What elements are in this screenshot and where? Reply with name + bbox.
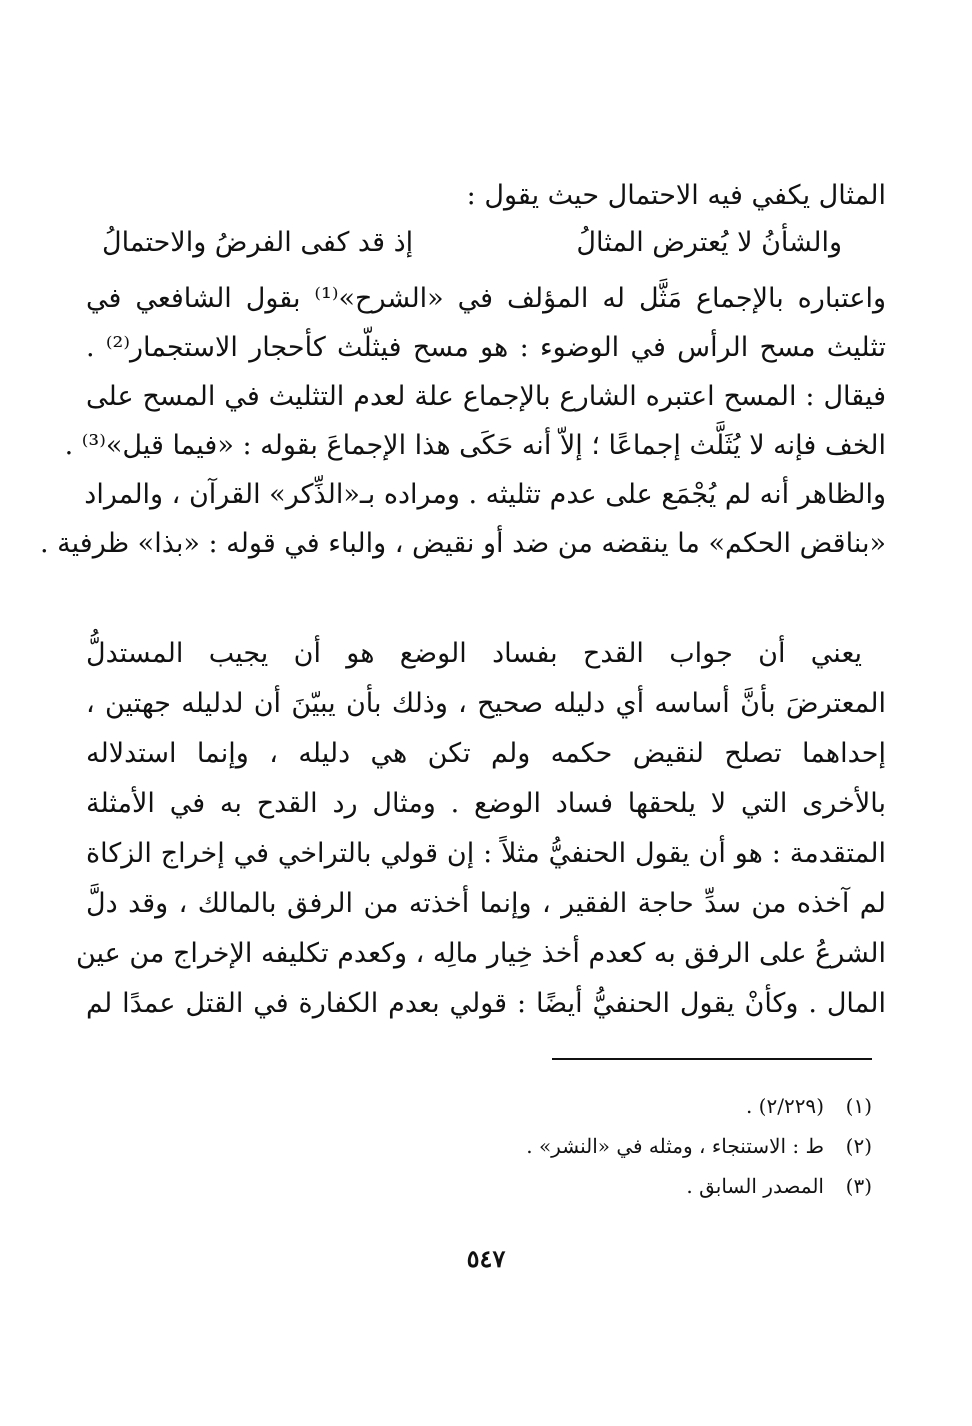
body-line: فيقال : المسح اعتبره الشارع بالإجماع علة لعدم التثليث في المسح على [86,381,886,412]
footnote-number: (١) [845,1094,872,1118]
footnote [746,1094,872,1118]
commentary-line: إحداهما تصلح لنقيض حكمه ولم تكن هي دليله ، وإنما استدلاله [86,738,886,769]
footnote-divider [552,1058,872,1060]
footnote-number: (٢) [845,1134,872,1158]
body-line: «بناقض الحكم» ما ينقضه من ضد أو نقيض ، والباء في قوله : «بذا» ظرفية . [40,528,886,559]
commentary-line: المعترضَ بأنَّ أساسه أي دليله صحيح ، وذلك بأن يبيّنَ أن لدليله جهتين ، [86,688,886,719]
footnote-number: (٣) [845,1174,872,1198]
verse-hemistich-left: إذ قد كفى الفرضُ والاحتمالُ [102,227,414,258]
commentary-line: المال . وكأنْ يقول الحنفيُّ أيضًا : قولي بعدم الكفارة في القتل عمدًا لم [86,988,886,1019]
body-line: تثليث مسح الرأس في الوضوء : هو مسح فيثلّث كأحجار الاستجمار⁽²⁾ . [86,332,887,363]
body-line: المثال يكفي فيه الاحتمال حيث يقول : [466,180,886,211]
footnote-text: (٢/٢٢٩) . [745,1094,824,1118]
commentary-line: لم آخذه من سدِّ حاجة الفقير ، وإنما أخذته من الرفق بالمالك ، وقد دلَّ [86,888,886,919]
footnote [686,1174,872,1198]
footnote [526,1134,872,1158]
body-line: الخف فإنه لا يُثَلَّث إجماعًا ؛ إلاّ أنه حَكَى هذا الإجماعَ بقوله : «فيما قيل»⁽³⁾ . [64,430,886,461]
commentary-line: الشرعُ على الرفق به كعدم أخذ خِيار مالِه ، وكعدم تكليفه الإخراج من عين [75,938,886,969]
body-line: والظاهر أنه لم يُجْمَع على عدم تثليثه . ومراده بـ«الذِّكر» القرآن ، والمراد [84,479,886,510]
commentary-line: المتقدمة : هو أن يقول الحنفيُّ مثلاً : إن قولي بالتراخي في إخراج الزكاة [86,838,886,869]
verse-line [102,227,842,259]
commentary-line: يعني أن جواب القدح بفساد الوضع هو أن يجيب المستدلُّ [86,638,862,669]
verse-hemistich-right: والشأنُ لا يُعترض المثالُ [576,227,842,258]
commentary-line: بالأخرى التي لا يلحقها فساد الوضع . ومثال رد القدح به في الأمثلة [86,788,886,819]
footnote-text: المصدر السابق . [686,1174,824,1198]
footnote-text: ط : الاستنجاء ، ومثله في «النشر» . [526,1134,824,1158]
body-line: واعتباره بالإجماع مَثَّل له المؤلف في «الشرح»⁽¹⁾ بقول الشافعي في [86,283,886,314]
page-number: ٥٤٧ [466,1244,506,1273]
